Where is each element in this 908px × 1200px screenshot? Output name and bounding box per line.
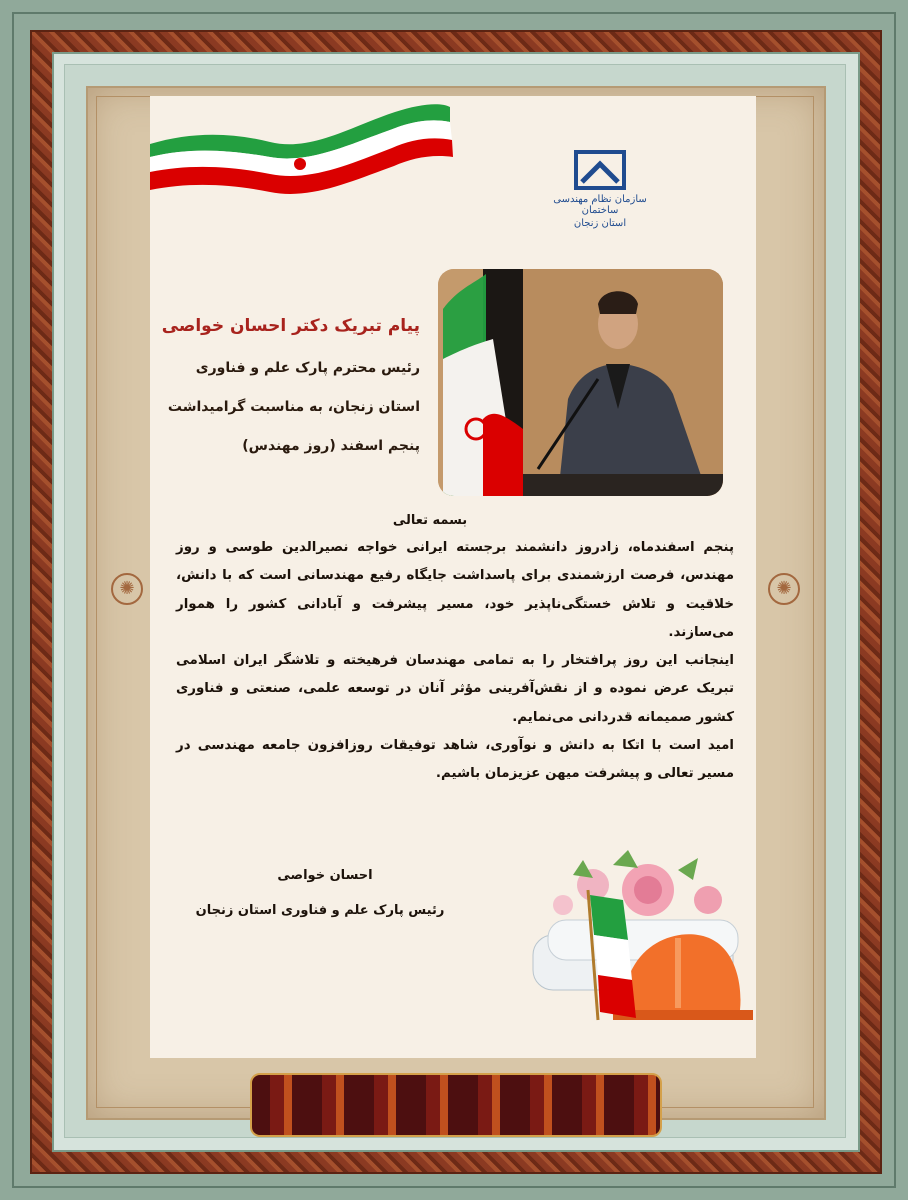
message-body — [176, 534, 734, 789]
logo-province: استان زنجان — [573, 218, 627, 229]
signature-title: رئیس پارک علم و فناوری استان زنجان — [195, 903, 445, 918]
paragraph-2: اینجانب این روز پرافتخار را به تمامی مهندسان فرهیخته و تلاشگر ایران اسلامی تبریک عرض نموده و از نقش‌آفرینی مؤثر آنان در توسعه علمی، صنعتی و فناوری کشور صمیمانه قدردانی می‌نمایم. — [176, 653, 734, 725]
greeting-title: پیام تبریک دکتر احسان خواصی — [161, 316, 420, 336]
bottom-floral-band — [250, 1073, 662, 1137]
right-rosette-icon: ✺ — [768, 573, 800, 605]
speaker-photo — [438, 269, 723, 496]
invocation: بسمه تعالی — [392, 513, 468, 528]
left-rosette-icon: ✺ — [111, 573, 143, 605]
logo-org-name: سازمان نظام مهندسی ساختمان — [553, 194, 647, 216]
greeting-line-2: استان زنجان، به مناسبت گرامیداشت — [167, 399, 420, 415]
iran-flag-ribbon-icon — [150, 102, 455, 197]
engineering-org-logo — [545, 150, 655, 262]
paragraph-3: امید است با اتکا به دانش و نوآوری، شاهد توفیقات روزافزون جامعه مهندسی در مسیر تعالی و پیشرفت میهن عزیزمان باشیم. — [176, 738, 734, 782]
greeting-line-3: پنجم اسفند (روز مهندس) — [242, 438, 420, 454]
signature-name: احسان خواصی — [277, 868, 373, 883]
engineering-decoration-icon — [528, 840, 758, 1040]
logo-emblem-icon — [574, 150, 626, 190]
paragraph-1: پنجم اسفندماه، زادروز دانشمند برجسته ایرانی خواجه نصیرالدین طوسی و روز مهندس، فرصت ارزشمندی برای پاسداشت جایگاه رفیع مهندسانی است که با دانش، خلاقیت و تلاش خستگی‌ناپذیر خود، مسیر پیشرفت و آبادانی کشور را هموار می‌سازند. — [176, 540, 734, 640]
greeting-line-1: رئیس محترم پارک علم و فناوری — [195, 360, 420, 376]
